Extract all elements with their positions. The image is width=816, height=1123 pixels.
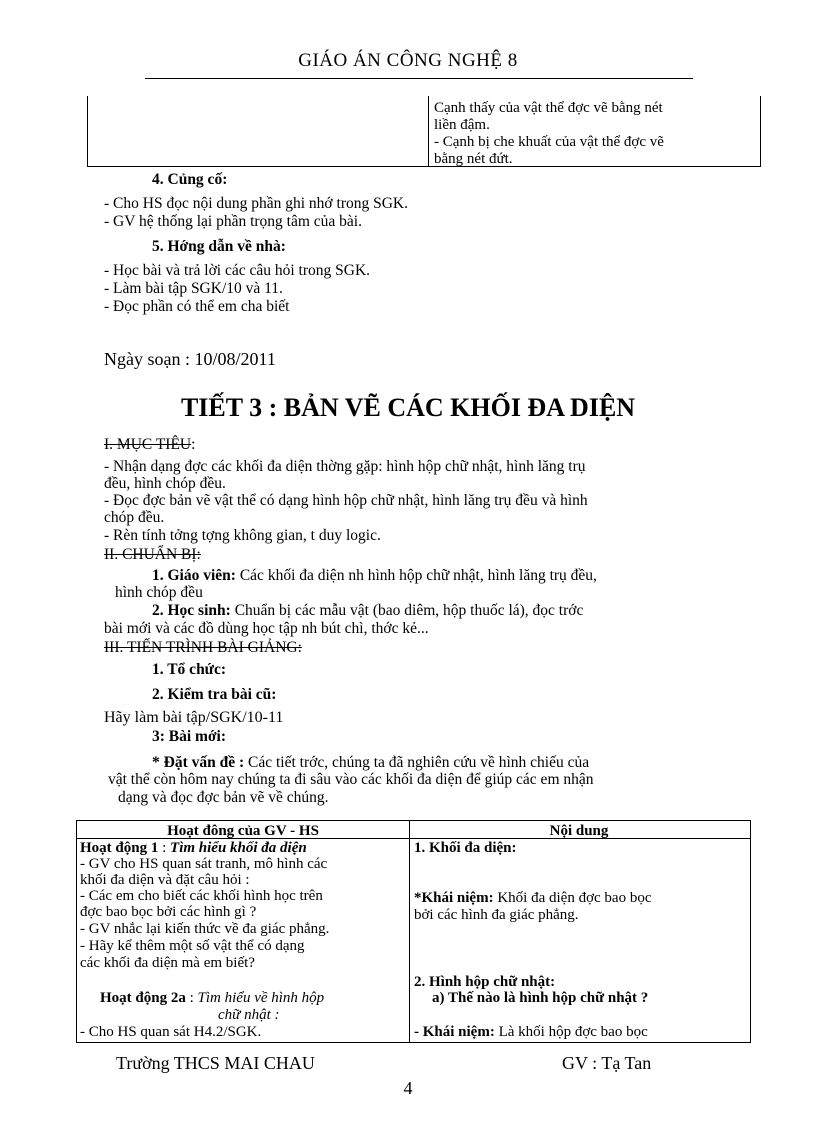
table-header-col2: Nội dung <box>549 823 609 839</box>
text-line: - Đọc đợc bản vẽ vật thể có dạng hình hộp chữ nhật, hình lăng trụ đều và hình <box>104 492 588 509</box>
content-line: bởi các hình đa giác phẳng. <box>414 907 579 923</box>
footer-teacher: GV : Tạ Tan <box>562 1053 652 1073</box>
cell-line: bằng nét đứt. <box>434 151 513 167</box>
content-line-khai-niem-2 <box>414 1024 648 1040</box>
cell-line: liền đậm. <box>434 117 490 133</box>
header-rule <box>145 78 693 79</box>
heading-colon: : <box>191 436 196 453</box>
text-line-dat-van-de <box>152 754 589 771</box>
label-dat-van-de: * Đặt vấn đề : <box>152 754 245 771</box>
list-item: - Cho HS đọc nội dung phần ghi nhớ trong SGK. <box>104 195 408 212</box>
section-heading: 5. Hớng dẫn về nhà: <box>152 238 286 255</box>
activity-sep: : <box>185 990 198 1006</box>
activity-title: Tìm hiểu về hình hộp <box>197 990 325 1006</box>
footer-school: Trường THCS MAI CHAU <box>116 1053 315 1073</box>
table-cell-line: các khối đa diện mà em biết? <box>80 955 255 971</box>
text-line: Hãy làm bài tập/SGK/10-11 <box>104 709 284 726</box>
content-label: - Khái niệm: <box>414 1024 495 1040</box>
date-line: Ngày soạn : 10/08/2011 <box>104 349 276 369</box>
label-giao-vien: 1. Giáo viên: <box>152 567 236 584</box>
table-header-col1: Hoạt đông của GV - HS <box>167 823 319 839</box>
table-cell-line: - GV cho HS quan sát tranh, mô hình các <box>80 856 328 872</box>
content-subheading: a) Thế nào là hình hộp chữ nhật ? <box>432 990 649 1006</box>
subheading-to-chuc: 1. Tổ chức: <box>152 661 227 678</box>
list-item: - Học bài và trả lời các câu hỏi trong SGK. <box>104 262 371 279</box>
activity-title-cont: chữ nhật : <box>218 1007 280 1023</box>
content-text: Khối đa diện đợc bao bọc <box>493 890 652 906</box>
list-item: - Làm bài tập SGK/10 và 11. <box>104 280 283 297</box>
text-line: chóp đều. <box>104 509 165 526</box>
table-border <box>409 821 410 1042</box>
text-line: hình chóp đều <box>115 584 203 601</box>
text-line: bài mới và các đồ dùng học tập nh bút chì, thớc kẻ... <box>104 620 429 637</box>
section-heading-chuan-bi: II. CHUẨN BỊ: <box>104 546 201 563</box>
list-item: - Đọc phần có thể em cha biết <box>104 298 290 315</box>
cell-line: - Cạnh bị che khuất của vật thể đợc vẽ <box>434 134 664 150</box>
table-cell-line: - Hãy kể thêm một số vật thể có dạng <box>80 938 305 954</box>
activity-2a-heading <box>100 990 324 1006</box>
text-line-giao-vien <box>152 567 597 584</box>
activity-label: Hoạt động 1 <box>80 840 159 856</box>
table-cell-line: - GV nhắc lại kiến thức về đa giác phẳng. <box>80 921 330 937</box>
table-border <box>428 96 429 166</box>
activity-1-heading <box>80 840 307 856</box>
top-table-cell <box>434 100 756 168</box>
text-line: - Rèn tính tởng tợng không gian, t duy logic. <box>104 527 381 544</box>
table-cell-line: - Cho HS quan sát H4.2/SGK. <box>80 1024 262 1040</box>
table-border <box>760 96 761 166</box>
cell-line: Cạnh thấy của vật thể đợc vẽ bằng nét <box>434 100 663 116</box>
table-cell-line: khối đa diện và đặt câu hỏi : <box>80 872 250 888</box>
section-heading: 4. Củng cố: <box>152 171 228 188</box>
content-line-khai-niem <box>414 890 651 906</box>
list-item: - GV hệ thống lại phần trọng tâm của bài. <box>104 213 362 230</box>
label-hoc-sinh: 2. Học sinh: <box>152 602 231 619</box>
subheading-bai-moi: 3: Bài mới: <box>152 728 227 745</box>
heading-text: I. MỤC TIÊU <box>104 436 192 453</box>
table-cell-line: - Các em cho biết các khối hình học trên <box>80 888 323 904</box>
text-hoc-sinh: Chuẩn bị các mẫu vật (bao diêm, hộp thuốc lá), đọc trớc <box>230 602 584 619</box>
text-line: đều, hình chóp đều. <box>104 475 226 492</box>
activity-title: Tìm hiểu khối đa diện <box>170 840 307 856</box>
text-line: dạng và đọc đợc bản vẽ về chúng. <box>118 789 329 806</box>
text-line: - Nhận dạng đợc các khối đa diện thờng gặp: hình hộp chữ nhật, hình lăng trụ <box>104 458 586 475</box>
activity-sep: : <box>158 840 171 856</box>
section-heading-tien-trinh: III. TIẾN TRÌNH BÀI GIẢNG: <box>104 639 302 656</box>
activity-label: Hoạt động 2a <box>100 990 186 1006</box>
table-border <box>87 96 88 166</box>
page-header-title: GIÁO ÁN CÔNG NGHỆ 8 <box>298 50 518 71</box>
subheading-kiem-tra: 2. Kiểm tra bài cũ: <box>152 686 277 703</box>
section-heading-muc-tieu <box>104 436 195 453</box>
text-line: vật thể còn hôm nay chúng ta đi sâu vào các khối đa diện để giúp các em nhận <box>108 771 594 788</box>
content-label: *Khái niệm: <box>414 890 494 906</box>
text-dat-van-de: Các tiết trớc, chúng ta đã nghiên cứu về hình chiếu của <box>244 754 590 771</box>
table-cell-line: đợc bao bọc bởi các hình gì ? <box>80 904 257 920</box>
text-giao-vien: Các khối đa diện nh hình hộp chữ nhật, hình lăng trụ đều, <box>235 567 597 584</box>
content-text: Là khối hộp đợc bao bọc <box>494 1024 648 1040</box>
text-line-hoc-sinh <box>152 602 583 619</box>
content-heading: 1. Khối đa diện: <box>414 840 517 856</box>
page-number: 4 <box>403 1078 413 1098</box>
content-heading: 2. Hình hộp chữ nhật: <box>414 974 556 990</box>
lesson-title: TIẾT 3 : BẢN VẼ CÁC KHỐI ĐA DIỆN <box>180 393 636 422</box>
